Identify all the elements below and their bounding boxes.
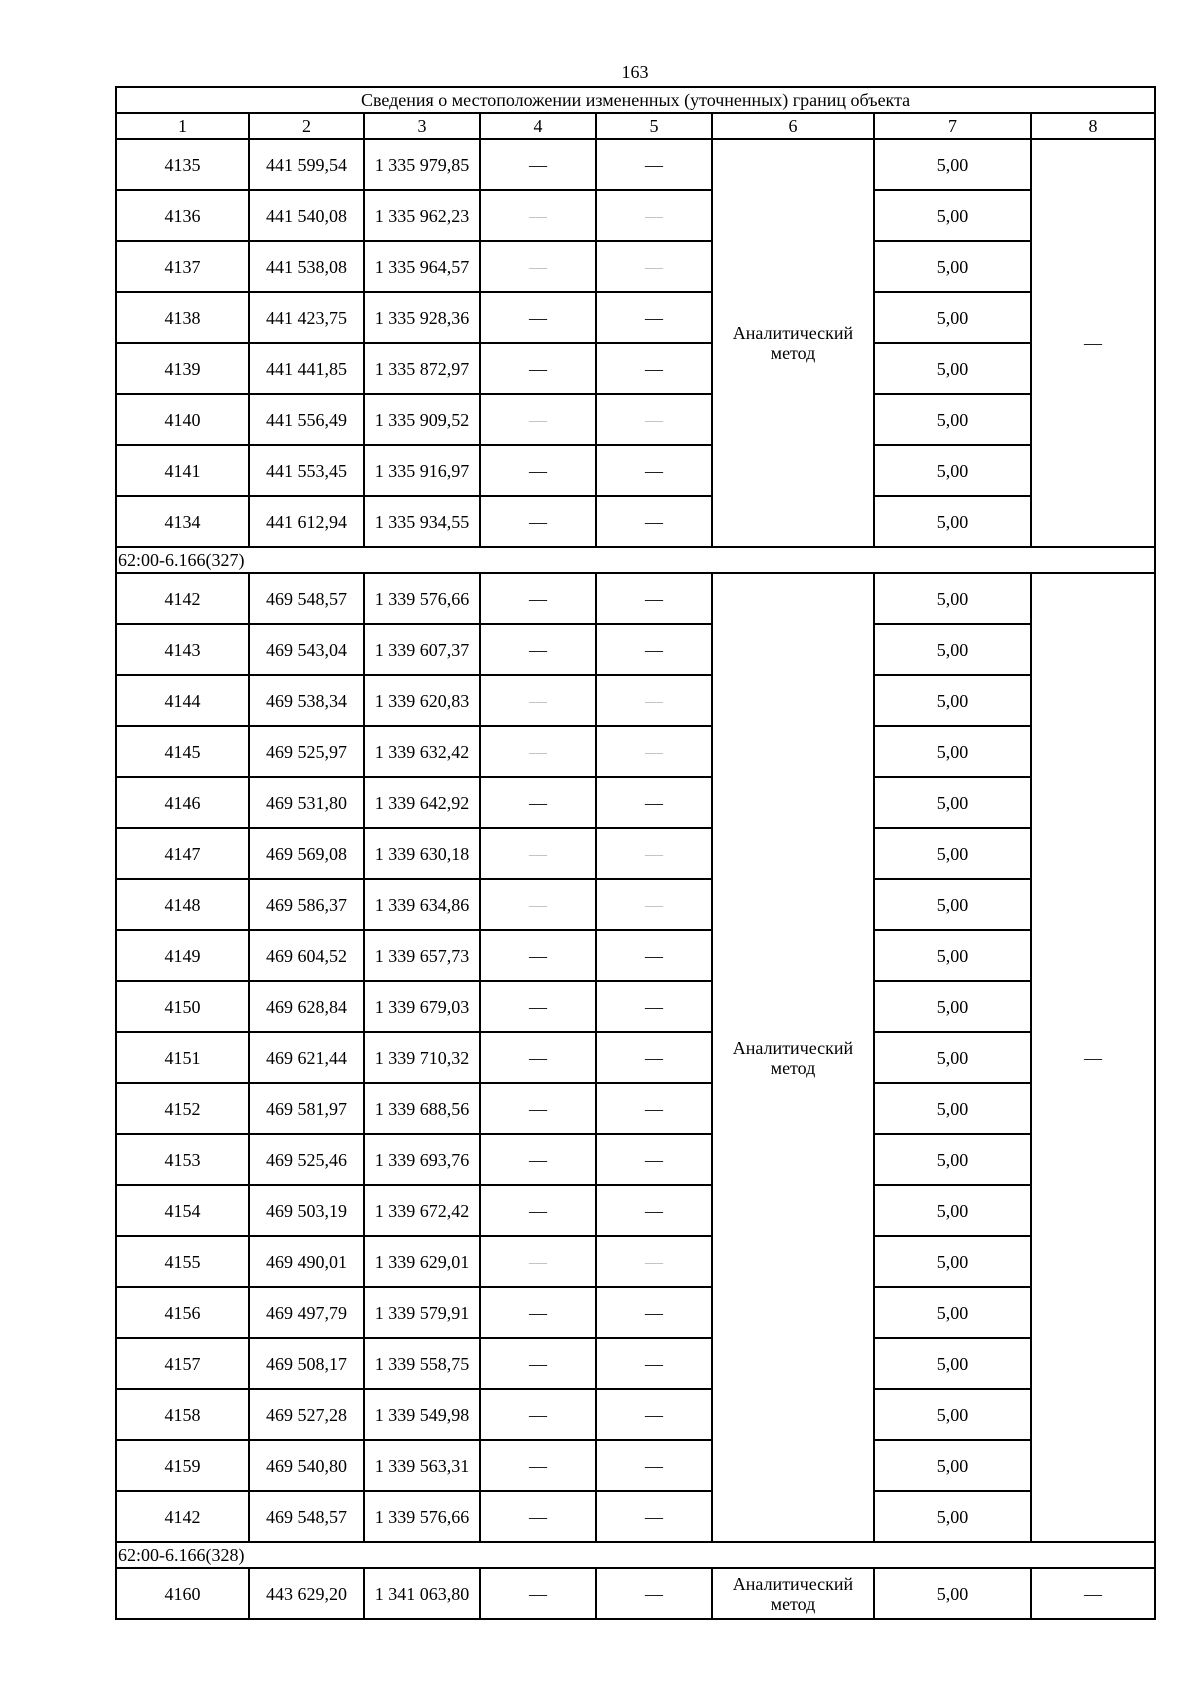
column-5-value [596,1287,712,1338]
column-number: 3 [364,113,480,139]
point-number: 4138 [116,292,249,343]
column-4-value [480,343,596,394]
column-5-value [596,241,712,292]
column-5-value [596,1389,712,1440]
coordinate-y: 1 335 964,57 [364,241,480,292]
point-number: 4157 [116,1338,249,1389]
column-5-value-dash: — [645,1149,663,1170]
coordinate-y: 1 339 688,56 [364,1083,480,1134]
section-label-row [116,547,1155,573]
column-8-value: — [1031,1568,1155,1619]
column-8-value: — [1031,139,1155,547]
table-row [116,1440,1155,1491]
column-5-value [596,624,712,675]
column-4-value [480,573,596,624]
coordinate-x: 441 612,94 [249,496,364,547]
table-title: Сведения о местоположении измененных (уточненных) границ объекта [116,87,1155,113]
column-4-value-dash: — [529,1583,547,1604]
coordinate-x: 469 508,17 [249,1338,364,1389]
point-number: 4142 [116,1491,249,1542]
table-row [116,241,1155,292]
column-5-value-dash: — [645,1404,663,1425]
column-5-value [596,879,712,930]
coordinate-y: 1 339 693,76 [364,1134,480,1185]
column-5-value [596,1491,712,1542]
column-5-value [596,981,712,1032]
column-4-value [480,445,596,496]
section-label-row [116,1542,1155,1568]
column-7-value: 5,00 [874,624,1031,675]
column-5-value-dash: — [645,307,663,328]
column-7-value: 5,00 [874,139,1031,190]
column-7-value: 5,00 [874,292,1031,343]
column-5-value [596,1568,712,1619]
column-4-value-dash: — [529,1047,547,1068]
column-7-value: 5,00 [874,1338,1031,1389]
column-5-value [596,139,712,190]
column-5-value [596,394,712,445]
table-title-row [116,87,1155,113]
column-4-value [480,394,596,445]
coordinate-y: 1 339 563,31 [364,1440,480,1491]
column-4-value [480,496,596,547]
column-4-value [480,190,596,241]
table-row [116,139,1155,190]
section-label: 62:00-6.166(328) [116,1542,1155,1568]
point-number: 4160 [116,1568,249,1619]
coordinate-y: 1 339 629,01 [364,1236,480,1287]
point-number: 4152 [116,1083,249,1134]
page-number: 163 [621,62,649,82]
table-row [116,930,1155,981]
table-row [116,726,1155,777]
table-row [116,1083,1155,1134]
coordinate-x: 469 525,97 [249,726,364,777]
column-4-value-dash: — [529,894,547,915]
point-number: 4144 [116,675,249,726]
coordinate-x: 469 490,01 [249,1236,364,1287]
column-5-value [596,1083,712,1134]
coordinate-y: 1 339 679,03 [364,981,480,1032]
column-7-value: 5,00 [874,981,1031,1032]
column-5-value-dash: — [645,1455,663,1476]
column-number: 8 [1031,113,1155,139]
column-4-value [480,1032,596,1083]
column-4-value-dash: — [529,205,547,226]
table-row [116,1338,1155,1389]
column-7-value: 5,00 [874,1568,1031,1619]
column-4-value [480,1440,596,1491]
column-4-value-dash: — [529,154,547,175]
column-5-value-dash: — [645,1506,663,1527]
column-5-value [596,573,712,624]
coordinate-x: 469 497,79 [249,1287,364,1338]
column-5-value [596,343,712,394]
column-4-value [480,1338,596,1389]
column-4-value [480,777,596,828]
point-number: 4143 [116,624,249,675]
point-number: 4145 [116,726,249,777]
column-4-value [480,726,596,777]
table-row [116,1389,1155,1440]
column-4-value [480,1185,596,1236]
column-4-value-dash: — [529,511,547,532]
coordinate-x: 441 540,08 [249,190,364,241]
column-4-value-dash: — [529,588,547,609]
column-5-value [596,292,712,343]
coordinate-x: 469 527,28 [249,1389,364,1440]
table-row [116,1134,1155,1185]
point-number: 4150 [116,981,249,1032]
column-5-value-dash: — [645,205,663,226]
column-4-value-dash: — [529,460,547,481]
point-number: 4155 [116,1236,249,1287]
point-number: 4140 [116,394,249,445]
column-7-value: 5,00 [874,394,1031,445]
column-7-value: 5,00 [874,573,1031,624]
column-4-value [480,1287,596,1338]
column-7-value: 5,00 [874,1032,1031,1083]
coordinate-y: 1 339 632,42 [364,726,480,777]
column-5-value [596,777,712,828]
column-7-value: 5,00 [874,726,1031,777]
coordinate-y: 1 339 710,32 [364,1032,480,1083]
column-5-value-dash: — [645,894,663,915]
coordinate-y: 1 339 672,42 [364,1185,480,1236]
coordinate-y: 1 339 576,66 [364,1491,480,1542]
column-5-value-dash: — [645,154,663,175]
coordinate-x: 443 629,20 [249,1568,364,1619]
column-4-value-dash: — [529,843,547,864]
column-4-value [480,828,596,879]
column-4-value-dash: — [529,1200,547,1221]
coordinate-x: 441 423,75 [249,292,364,343]
column-number: 6 [712,113,874,139]
coordinate-x: 469 540,80 [249,1440,364,1491]
column-4-value-dash: — [529,1506,547,1527]
point-number: 4134 [116,496,249,547]
column-5-value-dash: — [645,1302,663,1323]
method-text: Аналитический метод [732,323,854,363]
column-4-value-dash: — [529,690,547,711]
coordinate-y: 1 335 934,55 [364,496,480,547]
column-4-value-dash: — [529,1455,547,1476]
column-5-value-dash: — [645,996,663,1017]
column-7-value: 5,00 [874,930,1031,981]
table-row [116,292,1155,343]
point-number: 4153 [116,1134,249,1185]
column-5-value-dash: — [645,741,663,762]
point-number: 4141 [116,445,249,496]
table-row [116,828,1155,879]
coordinate-y: 1 339 657,73 [364,930,480,981]
column-4-value-dash: — [529,1404,547,1425]
table-row [116,1032,1155,1083]
table-row [116,1236,1155,1287]
column-5-value [596,1032,712,1083]
coordinate-y: 1 335 916,97 [364,445,480,496]
column-7-value: 5,00 [874,828,1031,879]
column-number-row [116,113,1155,139]
column-5-value-dash: — [645,409,663,430]
column-7-value: 5,00 [874,675,1031,726]
coordinate-x: 469 525,46 [249,1134,364,1185]
table-row [116,981,1155,1032]
column-4-value-dash: — [529,741,547,762]
coordinate-x: 469 503,19 [249,1185,364,1236]
coordinate-x: 441 556,49 [249,394,364,445]
column-4-value-dash: — [529,1149,547,1170]
column-number: 1 [116,113,249,139]
column-5-value-dash: — [645,639,663,660]
table-row [116,624,1155,675]
column-5-value [596,1134,712,1185]
column-5-value-dash: — [645,1047,663,1068]
column-4-value-dash: — [529,358,547,379]
column-5-value [596,930,712,981]
coordinate-y: 1 335 872,97 [364,343,480,394]
method-cell [712,139,874,547]
coordinate-y: 1 339 558,75 [364,1338,480,1389]
column-4-value-dash: — [529,1353,547,1374]
column-4-value-dash: — [529,256,547,277]
column-4-value-dash: — [529,307,547,328]
column-5-value-dash: — [645,792,663,813]
column-4-value [480,139,596,190]
column-7-value: 5,00 [874,1083,1031,1134]
coordinate-y: 1 335 928,36 [364,292,480,343]
table-row [116,879,1155,930]
column-5-value [596,828,712,879]
coordinate-x: 469 569,08 [249,828,364,879]
point-number: 4137 [116,241,249,292]
column-5-value-dash: — [645,1353,663,1374]
coordinate-y: 1 339 634,86 [364,879,480,930]
table-row [116,777,1155,828]
method-cell [712,1568,874,1619]
column-4-value [480,624,596,675]
column-5-value-dash: — [645,1583,663,1604]
coordinate-x: 469 628,84 [249,981,364,1032]
column-4-value-dash: — [529,1098,547,1119]
coordinate-y: 1 339 579,91 [364,1287,480,1338]
column-4-value [480,292,596,343]
column-4-value-dash: — [529,792,547,813]
column-7-value: 5,00 [874,1491,1031,1542]
column-5-value [596,1185,712,1236]
column-5-value [596,1440,712,1491]
coordinate-x: 441 441,85 [249,343,364,394]
column-4-value-dash: — [529,409,547,430]
point-number: 4158 [116,1389,249,1440]
column-7-value: 5,00 [874,190,1031,241]
column-5-value-dash: — [645,1200,663,1221]
point-number: 4156 [116,1287,249,1338]
column-5-value-dash: — [645,588,663,609]
coordinate-y: 1 339 607,37 [364,624,480,675]
column-7-value: 5,00 [874,343,1031,394]
point-number: 4139 [116,343,249,394]
point-number: 4154 [116,1185,249,1236]
column-7-value: 5,00 [874,1236,1031,1287]
coordinate-x: 469 548,57 [249,1491,364,1542]
table-row [116,190,1155,241]
column-5-value-dash: — [645,945,663,966]
table-row [116,496,1155,547]
point-number: 4159 [116,1440,249,1491]
column-5-value-dash: — [645,358,663,379]
column-4-value [480,981,596,1032]
column-5-value [596,190,712,241]
column-7-value: 5,00 [874,241,1031,292]
column-4-value-dash: — [529,1251,547,1272]
method-cell [712,573,874,1542]
coordinate-y: 1 339 642,92 [364,777,480,828]
method-text: Аналитический метод [732,1573,854,1614]
column-7-value: 5,00 [874,879,1031,930]
table-row [116,1491,1155,1542]
coordinate-x: 469 531,80 [249,777,364,828]
column-number: 5 [596,113,712,139]
coordinate-x: 469 543,04 [249,624,364,675]
column-5-value-dash: — [645,1251,663,1272]
coordinate-x: 469 538,34 [249,675,364,726]
column-4-value [480,1083,596,1134]
column-4-value-dash: — [529,996,547,1017]
point-number: 4147 [116,828,249,879]
point-number: 4136 [116,190,249,241]
coordinate-x: 441 599,54 [249,139,364,190]
column-7-value: 5,00 [874,1440,1031,1491]
column-5-value-dash: — [645,690,663,711]
coordinate-x: 441 538,08 [249,241,364,292]
column-7-value: 5,00 [874,1389,1031,1440]
column-7-value: 5,00 [874,496,1031,547]
column-4-value-dash: — [529,639,547,660]
table-row [116,573,1155,624]
column-5-value-dash: — [645,843,663,864]
column-5-value-dash: — [645,511,663,532]
point-number: 4148 [116,879,249,930]
column-5-value-dash: — [645,256,663,277]
table-row [116,1185,1155,1236]
coordinate-y: 1 339 630,18 [364,828,480,879]
coordinate-y: 1 339 620,83 [364,675,480,726]
column-4-value-dash: — [529,945,547,966]
section-label: 62:00-6.166(327) [116,547,1155,573]
coordinate-x: 469 586,37 [249,879,364,930]
column-number: 4 [480,113,596,139]
column-4-value [480,241,596,292]
coordinate-x: 469 621,44 [249,1032,364,1083]
column-5-value [596,1236,712,1287]
column-5-value-dash: — [645,1098,663,1119]
coordinate-y: 1 335 979,85 [364,139,480,190]
column-5-value [596,1338,712,1389]
column-7-value: 5,00 [874,1185,1031,1236]
point-number: 4135 [116,139,249,190]
boundary-coordinates-table [115,86,1156,1620]
coordinate-x: 469 548,57 [249,573,364,624]
column-8-value: — [1031,573,1155,1542]
column-4-value [480,1491,596,1542]
table-row [116,343,1155,394]
column-5-value [596,675,712,726]
column-5-value-dash: — [645,460,663,481]
table-row [116,1287,1155,1338]
column-7-value: 5,00 [874,1287,1031,1338]
column-4-value [480,1389,596,1440]
point-number: 4142 [116,573,249,624]
table-row [116,1568,1155,1619]
column-4-value-dash: — [529,1302,547,1323]
coordinate-y: 1 335 909,52 [364,394,480,445]
point-number: 4146 [116,777,249,828]
table-row [116,394,1155,445]
point-number: 4149 [116,930,249,981]
column-7-value: 5,00 [874,445,1031,496]
coordinate-y: 1 339 576,66 [364,573,480,624]
coordinate-y: 1 339 549,98 [364,1389,480,1440]
column-5-value [596,496,712,547]
column-5-value [596,445,712,496]
coordinate-x: 469 604,52 [249,930,364,981]
column-7-value: 5,00 [874,777,1031,828]
column-4-value [480,879,596,930]
coordinate-x: 441 553,45 [249,445,364,496]
column-4-value [480,1236,596,1287]
column-7-value: 5,00 [874,1134,1031,1185]
method-text: Аналитический метод [732,1037,854,1078]
column-number: 7 [874,113,1031,139]
point-number: 4151 [116,1032,249,1083]
column-number: 2 [249,113,364,139]
column-5-value [596,726,712,777]
coordinate-y: 1 335 962,23 [364,190,480,241]
column-4-value [480,1568,596,1619]
table-row [116,675,1155,726]
table-row [116,445,1155,496]
column-4-value [480,1134,596,1185]
column-4-value [480,675,596,726]
coordinate-y: 1 341 063,80 [364,1568,480,1619]
coordinate-x: 469 581,97 [249,1083,364,1134]
column-4-value [480,930,596,981]
